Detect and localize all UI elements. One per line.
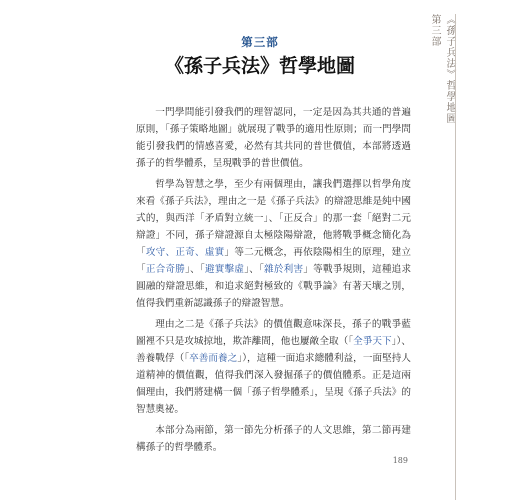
keyword-highlight: 攻守、正奇、虛實 bbox=[145, 247, 225, 258]
side-tab-title: 《孫子兵法》哲學地圖 bbox=[444, 14, 455, 124]
keyword-highlight: 雜於利害 bbox=[264, 264, 304, 275]
side-divider-line bbox=[455, 14, 456, 500]
paragraph-text: 理由之二是《孫子兵法》的價值觀意味深長，孫子的戰爭藍圖裡不只是攻城掠地，欺詐離間，他也屢敵全取（「 bbox=[136, 319, 411, 347]
paragraph-text: 」等戰爭規則，這種追求圓融的辯證思維，和追求絕對極致的《戰爭論》有著天壤之別，值得我們重新認識孫子的辯證智慧。 bbox=[136, 264, 412, 309]
paragraph-text: 」），這種一面追求總體利益，一面堅持人道精神的價值觀，值得我們深入發掘孫子的價值體系。正是這兩個理由，我們將建構一個「孫子哲學體系」，呈現《孫子兵法》的智慧奧祕。 bbox=[136, 353, 412, 415]
page-number: 189 bbox=[392, 456, 408, 465]
paragraph-reason-one bbox=[136, 176, 411, 312]
paragraph-text: 」等二元概念，再依陰陽相生的原理，建立「 bbox=[136, 247, 412, 275]
keyword-highlight: 正合奇勝 bbox=[145, 264, 186, 275]
part-label: 第三部 bbox=[241, 35, 279, 49]
paragraph-text: 」）、善養戰俘（「 bbox=[136, 336, 411, 364]
keyword-highlight: 避實擊虛 bbox=[204, 264, 245, 275]
paragraph-text: 」、「 bbox=[185, 264, 205, 275]
body-text bbox=[136, 104, 411, 460]
keyword-highlight: 全爭天下 bbox=[353, 336, 392, 347]
paragraph-outline: 本部分為兩節，第一節先分析孫子的人文思維，第二節再建構孫子的哲學體系。 bbox=[136, 425, 411, 453]
chapter-title: 《孫子兵法》哲學地圖 bbox=[164, 55, 355, 77]
keyword-highlight: 卒善而養之 bbox=[189, 353, 238, 364]
side-running-header bbox=[426, 14, 456, 174]
paragraph-text: 哲學為智慧之學，至少有兩個理由，讓我們選擇以哲學角度來看《孫子兵法》，理由之一是《孫子兵法》的辯證思維是純中國式的，與西洋「矛盾對立統一」、「正反合」的那一套「絕對二元辯證」不同，孫子辯證源自太極陰陽辯證，他將戰爭概念簡化為「 bbox=[136, 179, 411, 258]
paragraph-reason-two bbox=[136, 316, 411, 418]
side-tab-part: 第三部 bbox=[429, 14, 440, 47]
paragraph-intro: 一門學問能引發我們的理智認同，一定是因為其共通的普遍原則，「孫子策略地圖」就展現了戰爭的適用性原則；而一門學問能引發我們的情感喜愛，必然有其共同的普世價值，本部將透過孫子的哲學體系，呈現戰爭的普世價值。 bbox=[136, 107, 411, 169]
paragraph-text: 」、「 bbox=[244, 264, 265, 275]
